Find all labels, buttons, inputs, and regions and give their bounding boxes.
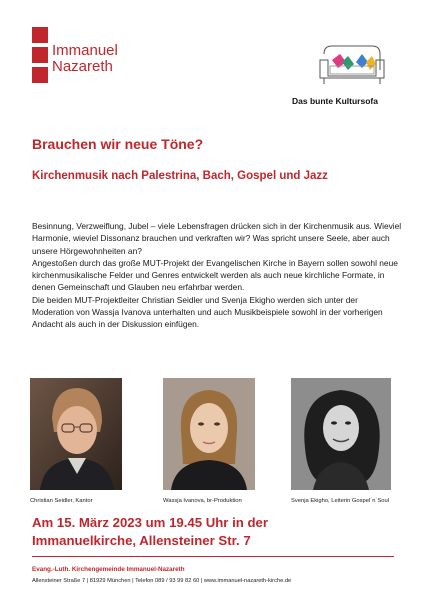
- photo-caption: Svenja Ekigho, Leiterin Gospel´n´Soul: [291, 498, 389, 504]
- photo-caption: Christian Seidler, Kantor: [30, 498, 93, 504]
- portrait-photo: [163, 378, 255, 490]
- logo: [32, 27, 152, 87]
- logo-wordmark: [52, 43, 118, 75]
- footer-address: Allensteiner Straße 7 | 81929 München | Telefon 089 / 93 99 82 60 | www.immanuel-nazareth-kirche.de: [32, 578, 292, 584]
- portrait-photo: [30, 378, 122, 490]
- portrait-photo: [291, 378, 391, 490]
- logo-line-2: Nazareth: [52, 58, 113, 75]
- divider: [32, 556, 394, 557]
- footer-organization: Evang.-Luth. Kirchengemeinde Immanuel-Nazareth: [32, 566, 185, 573]
- sofa-caption: Das bunte Kultursofa: [292, 96, 378, 106]
- body-text: [32, 220, 402, 331]
- sofa-icon: [318, 40, 386, 86]
- photo-caption: Wassja Ivanova, br-Produktion: [163, 498, 242, 504]
- page-title: Brauchen wir neue Töne?: [32, 136, 204, 152]
- body-paragraph: Besinnung, Verzweiflung, Jubel – viele Lebensfragen drücken sich in der Kirchenmusik aus. Wieviel Harmonie, wieviel Dissonanz brauchen und verkraften wir? Was spricht unsere Seele, aber auch unsere Hörgewohnheiten an?: [32, 221, 402, 256]
- body-paragraph: Die beiden MUT-Projektleiter Christian Seidler und Svenja Ekigho werden sich unter der Moderation von Wassja Ivanova unterhalten und auch Musikbeispiele sowohl in der vorherigen Andacht als auch in der Diskussion einfügen.: [32, 294, 383, 330]
- event-info: [32, 514, 268, 549]
- logo-line-1: Immanuel: [52, 42, 118, 59]
- body-paragraph: Angestoßen durch das große MUT-Projekt der Evangelischen Kirche in Bayern sollen sowohl neue kirchenmusikalische Felder und Genres entwickelt werden als auch neue kirchliche Formate, in denen Gemeinschaft und Glauben neu erfahrbar werden.: [32, 257, 398, 293]
- event-date-line: Am 15. März 2023 um 19.45 Uhr in der: [32, 515, 269, 530]
- page-subtitle: Kirchenmusik nach Palestrina, Bach, Gospel und Jazz: [32, 170, 328, 182]
- event-location-line: Immanuelkirche, Allensteiner Str. 7: [32, 532, 251, 548]
- logo-mark-icon: [32, 27, 48, 83]
